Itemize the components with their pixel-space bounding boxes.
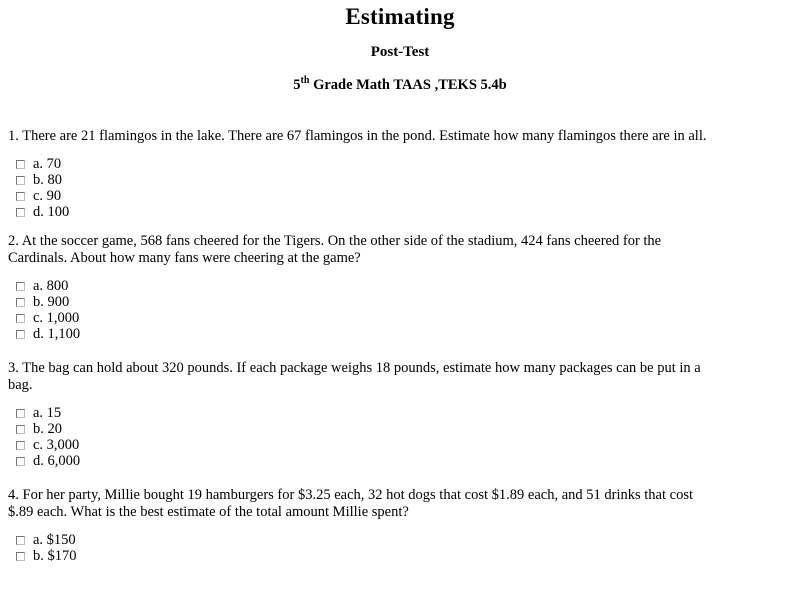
choice-list <box>8 532 792 564</box>
radio-button-icon[interactable] <box>16 425 25 434</box>
choice-label: c. 90 <box>33 187 62 204</box>
radio-button-icon[interactable] <box>16 176 25 185</box>
question-text: 2. At the soccer game, 568 fans cheered for the Tigers. On the other side of the stadium, 424 fans cheered for the Cardinals. About how many fans were cheering at the game? <box>8 232 662 266</box>
choice-option[interactable] <box>8 188 792 204</box>
radio-button-icon[interactable] <box>16 282 25 291</box>
grade-standard-line <box>8 75 792 94</box>
choice-option[interactable] <box>8 548 792 564</box>
choice-option[interactable] <box>8 204 792 220</box>
choice-label: b. $170 <box>33 547 77 564</box>
page-title: Estimating <box>345 4 455 29</box>
spacer <box>8 469 792 487</box>
question-4 <box>8 487 792 564</box>
choice-option[interactable] <box>8 326 792 342</box>
radio-button-icon[interactable] <box>16 192 25 201</box>
spacer <box>8 342 792 360</box>
choice-label: d. 1,100 <box>33 325 81 342</box>
radio-button-icon[interactable] <box>16 552 25 561</box>
choice-option[interactable] <box>8 310 792 326</box>
worksheet-page <box>0 4 800 604</box>
choice-option[interactable] <box>8 532 792 548</box>
choice-label: c. 3,000 <box>33 436 80 453</box>
grade-ordinal-suffix: th <box>300 75 310 86</box>
question-2 <box>8 233 792 342</box>
choice-list <box>8 156 792 220</box>
choice-label: d. 100 <box>33 203 70 220</box>
choice-option[interactable] <box>8 172 792 188</box>
radio-button-icon[interactable] <box>16 457 25 466</box>
choice-label: c. 1,000 <box>33 309 80 326</box>
radio-button-icon[interactable] <box>16 160 25 169</box>
choice-label: a. 15 <box>33 404 62 421</box>
choice-option[interactable] <box>8 453 792 469</box>
radio-button-icon[interactable] <box>16 314 25 323</box>
question-text: 4. For her party, Millie bought 19 hamburgers for $3.25 each, 32 hot dogs that cost $1.89 each, and 51 drinks that cost $.89 each. What is the best estimate of the total amount Millie spent? <box>8 486 693 520</box>
choice-option[interactable] <box>8 278 792 294</box>
radio-button-icon[interactable] <box>16 208 25 217</box>
choice-label: b. 900 <box>33 293 70 310</box>
choice-option[interactable] <box>8 405 792 421</box>
choice-option[interactable] <box>8 437 792 453</box>
choice-option[interactable] <box>8 156 792 172</box>
choice-label: a. 70 <box>33 155 62 172</box>
question-list <box>8 128 792 564</box>
choice-label: a. 800 <box>33 277 69 294</box>
radio-button-icon[interactable] <box>16 298 25 307</box>
radio-button-icon[interactable] <box>16 409 25 418</box>
page-subtitle: Post-Test <box>370 44 430 60</box>
choice-option[interactable] <box>8 294 792 310</box>
choice-list <box>8 405 792 469</box>
choice-option[interactable] <box>8 421 792 437</box>
choice-list <box>8 278 792 342</box>
choice-label: b. 80 <box>33 171 62 188</box>
question-1 <box>8 128 792 220</box>
grade-standard-text: Grade Math TAAS ,TEKS 5.4b <box>309 76 507 93</box>
choice-label: d. 6,000 <box>33 452 81 469</box>
grade-number: 5 <box>293 76 301 93</box>
question-text: 3. The bag can hold about 320 pounds. If each package weighs 18 pounds, estimate how many packages can be put in a bag. <box>8 359 701 393</box>
radio-button-icon[interactable] <box>16 536 25 545</box>
choice-label: a. $150 <box>33 531 76 548</box>
choice-label: b. 20 <box>33 420 62 437</box>
radio-button-icon[interactable] <box>16 441 25 450</box>
question-3 <box>8 360 792 469</box>
radio-button-icon[interactable] <box>16 330 25 339</box>
spacer <box>8 220 792 233</box>
question-text: 1. There are 21 flamingos in the lake. There are 67 flamingos in the pond. Estimate how many flamingos there are in all. <box>8 127 707 144</box>
